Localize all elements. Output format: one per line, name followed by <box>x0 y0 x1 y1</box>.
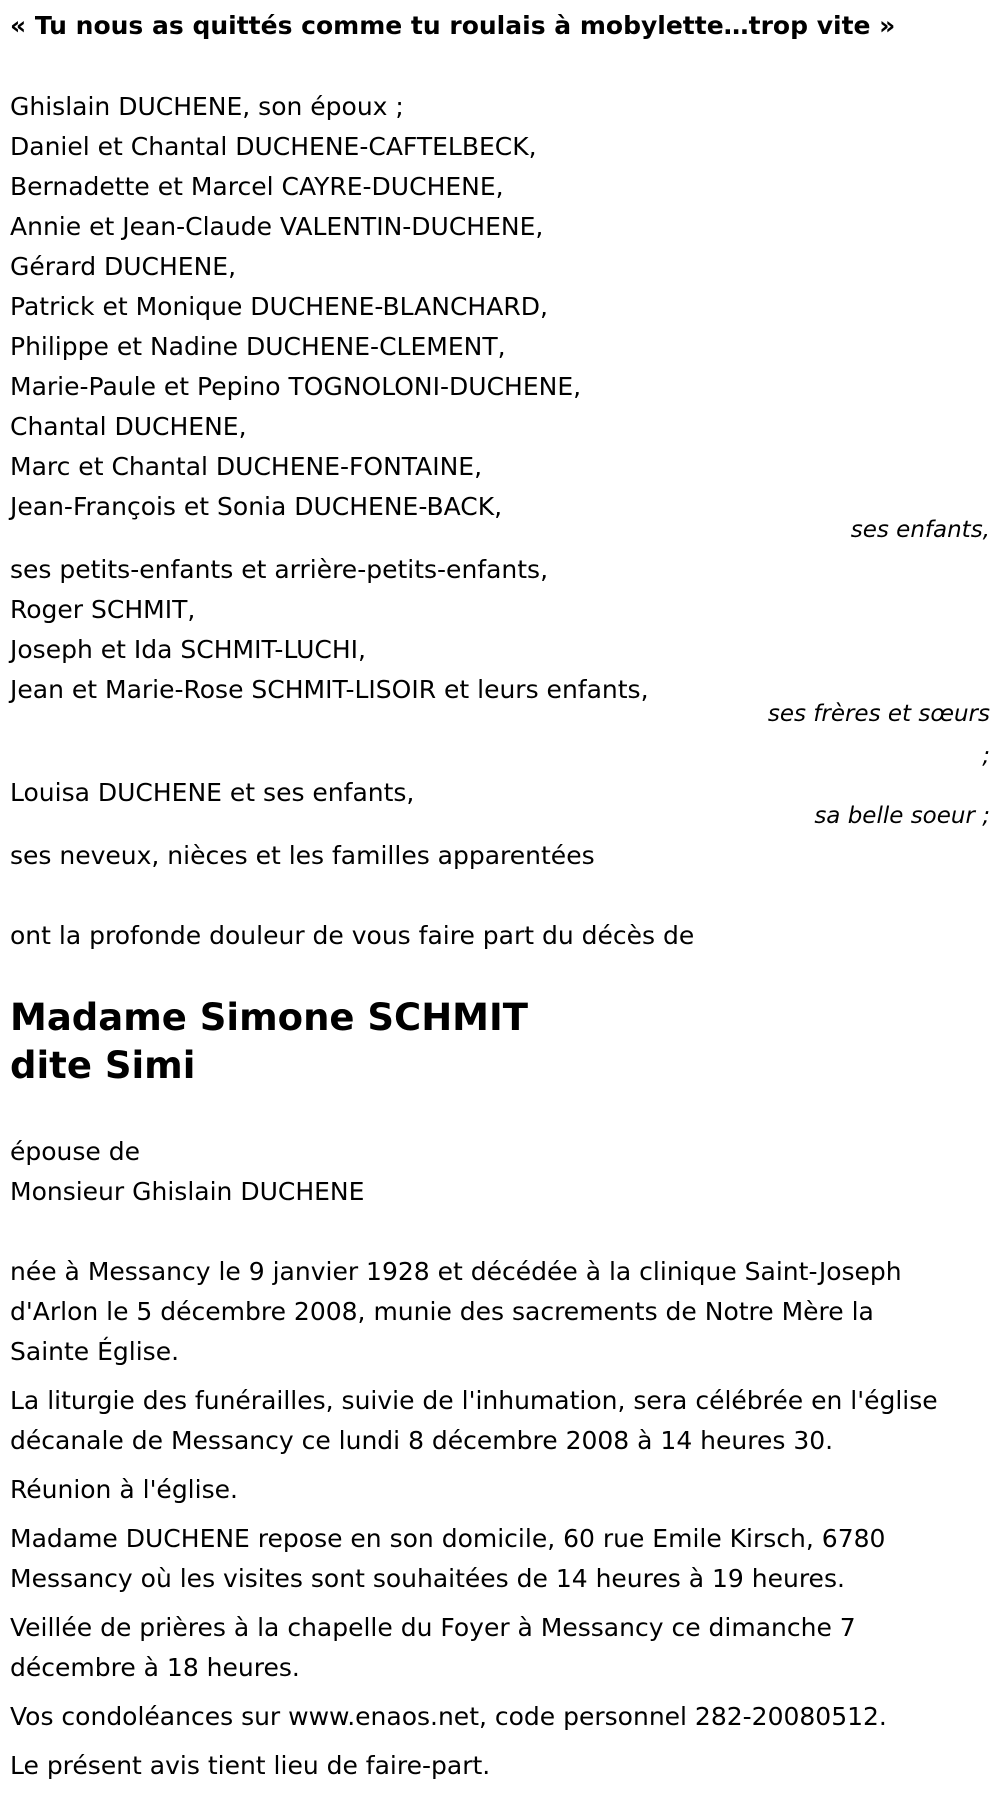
child-line: Daniel et Chantal DUCHENE-CAFTELBECK, <box>10 132 537 161</box>
child-line: Marc et Chantal DUCHENE-FONTAINE, <box>10 452 483 481</box>
vigil-line: décembre à 18 heures. <box>10 1653 300 1682</box>
child-line: Bernadette et Marcel CAYRE-DUCHENE, <box>10 172 504 201</box>
rest-line: Madame DUCHENE repose en son domicile, 60 rue Emile Kirsch, 6780 <box>10 1524 886 1553</box>
children-role: ses enfants, <box>850 517 990 543</box>
birth-death-line: née à Messancy le 9 janvier 1928 et décédée à la clinique Saint-Joseph <box>10 1257 902 1286</box>
child-line: Patrick et Monique DUCHENE-BLANCHARD, <box>10 292 548 321</box>
birth-death-line: d'Arlon le 5 décembre 2008, munie des sacrements de Notre Mère la <box>10 1297 874 1326</box>
siblings-role: ses frères et sœurs <box>767 701 990 727</box>
child-line: Annie et Jean-Claude VALENTIN-DUCHENE, <box>10 212 544 241</box>
extended-family-line: ses neveux, nièces et les familles apparentées <box>10 841 595 870</box>
sibling-line: Jean et Marie-Rose SCHMIT-LISOIR et leurs enfants, <box>10 675 649 704</box>
vigil-line: Veillée de prières à la chapelle du Foyer à Messancy ce dimanche 7 <box>10 1613 856 1642</box>
child-line: Jean-François et Sonia DUCHENE-BACK, <box>10 492 503 521</box>
grandchildren-line: ses petits-enfants et arrière-petits-enfants, <box>10 555 549 584</box>
rest-line: Messancy où les visites sont souhaitées de 14 heures à 19 heures. <box>10 1564 845 1593</box>
deceased-nickname: dite Simi <box>10 1044 196 1087</box>
spouse-name: Monsieur Ghislain DUCHENE <box>10 1177 365 1206</box>
sibling-line: Joseph et Ida SCHMIT-LUCHI, <box>10 635 366 664</box>
condolences-line: Vos condoléances sur www.enaos.net, code personnel 282-20080512. <box>10 1702 887 1731</box>
sister-in-law-line: Louisa DUCHENE et ses enfants, <box>10 778 415 807</box>
birth-death-line: Sainte Église. <box>10 1337 180 1366</box>
child-line: Chantal DUCHENE, <box>10 412 247 441</box>
child-line: Philippe et Nadine DUCHENE-CLEMENT, <box>10 332 506 361</box>
epigraph-quote: « Tu nous as quittés comme tu roulais à mobylette…trop vite » <box>10 11 896 40</box>
meeting-line: Réunion à l'église. <box>10 1475 238 1504</box>
child-line: Gérard DUCHENE, <box>10 252 237 281</box>
deceased-name: Madame Simone SCHMIT <box>10 996 528 1039</box>
funeral-line: La liturgie des funérailles, suivie de l'inhumation, sera célébrée en l'église <box>10 1386 938 1415</box>
child-line: Marie-Paule et Pepino TOGNOLONI-DUCHENE, <box>10 372 582 401</box>
notice-line: Le présent avis tient lieu de faire-part. <box>10 1751 491 1780</box>
siblings-role-punctuation: ; <box>982 743 990 769</box>
funeral-line: décanale de Messancy ce lundi 8 décembre 2008 à 14 heures 30. <box>10 1426 834 1455</box>
spouse-label: épouse de <box>10 1137 140 1166</box>
sister-in-law-role: sa belle soeur ; <box>814 803 990 829</box>
sibling-line: Roger SCHMIT, <box>10 595 196 624</box>
spouse-line: Ghislain DUCHENE, son époux ; <box>10 92 404 121</box>
announcement-line: ont la profonde douleur de vous faire part du décès de <box>10 921 695 950</box>
